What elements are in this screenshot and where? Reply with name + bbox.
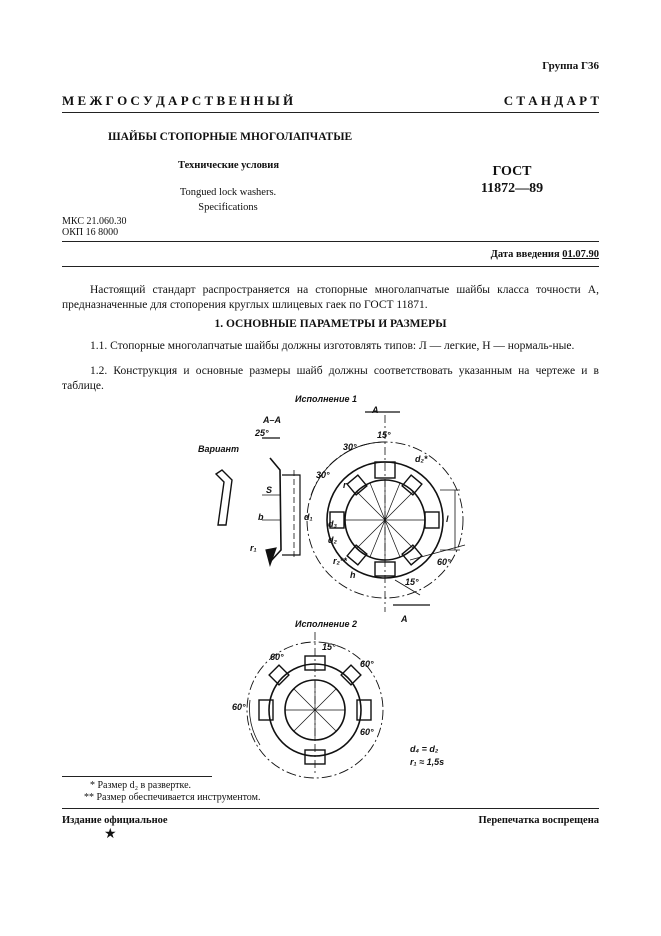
- footnote-rule: [62, 776, 212, 777]
- variant-profile: [216, 470, 232, 525]
- label-s: S: [266, 485, 273, 495]
- angle-60-v2d: 60°: [360, 727, 374, 737]
- angle-60-v2c: 60°: [232, 702, 246, 712]
- star-icon: ★: [104, 827, 117, 842]
- angle-15-label: 15°: [377, 430, 391, 440]
- document-title: ШАЙБЫ СТОПОРНЫЕ МНОГОЛАПЧАТЫЕ: [108, 131, 353, 143]
- label-l: l: [446, 514, 449, 524]
- footnote-1-mark: *: [90, 780, 95, 791]
- footnote-1-text: Размер d₂ в развертке.: [97, 780, 192, 791]
- section-aa-profile: [270, 458, 281, 562]
- label-h: h: [350, 570, 356, 580]
- angle-15b-label: 15°: [405, 577, 419, 587]
- reprint-prohibited: Перепечатка воспрещена: [478, 815, 599, 826]
- label-d2: d₂: [328, 535, 337, 545]
- document-subtitle: Технические условия: [178, 160, 280, 171]
- label-r2: r₂**: [333, 556, 347, 566]
- angle-60-v2b: 60°: [360, 659, 374, 669]
- section-title: 1. ОСНОВНЫЕ ПАРАМЕТРЫ И РАЗМЕРЫ: [214, 318, 447, 330]
- section-aa-label: А–А: [263, 415, 282, 425]
- variant-label: Вариант: [198, 444, 239, 454]
- label-r1: r₁: [250, 543, 257, 553]
- label-d2star: d₂*: [415, 454, 428, 464]
- paragraph-1-2: 1.2. Конструкция и основные размеры шайб должны соответствовать указанным на чертеже и в таблице.: [62, 365, 599, 392]
- angle-30b-label: 30°: [316, 470, 330, 480]
- footnote-2-text: Размер обеспечивается инструментом.: [96, 792, 261, 803]
- v2-note-d4: d₄ = d₂: [410, 744, 439, 754]
- intro-paragraph: Настоящий стандарт распространяется на стопорные многолапчатые шайбы класса точности А, предназначенные для стопорения круглых шлицевых гаек по ГОСТ 11871.: [62, 284, 599, 311]
- angle-25-label: 25°: [255, 428, 269, 438]
- angle-60-label: 60°: [437, 557, 451, 567]
- version1-label: Исполнение 1: [295, 394, 357, 404]
- footnote-2-mark: **: [84, 792, 94, 803]
- angle-15-v2: 15°: [322, 642, 336, 652]
- english-title-line2: Specifications: [198, 202, 258, 213]
- paragraph-1-1: 1.1. Стопорные многолапчатые шайбы должны изготовлять типов: Л — легкие, Н — нормаль-ные.: [90, 340, 575, 352]
- footnote-1: [90, 780, 191, 791]
- english-title-line1: Tongued lock washers.: [179, 187, 277, 198]
- effective-date-value: 01.07.90: [562, 249, 599, 260]
- arrow-a-bottom: А: [401, 614, 408, 624]
- v2-note-r1: r₁ ≈ 1,5s: [410, 757, 445, 767]
- gost-number: 11872—89: [480, 181, 544, 196]
- label-b: b: [258, 512, 264, 522]
- group-code: Группа Г36: [542, 60, 599, 72]
- label-r: r: [343, 480, 347, 490]
- footer-rule: [62, 808, 599, 809]
- angle-30-label: 30°: [343, 442, 357, 452]
- version2-label: Исполнение 2: [295, 619, 357, 629]
- okp-code: ОКП 16 8000: [62, 227, 119, 238]
- label-d3: d₃: [328, 519, 337, 529]
- footnote-2: [84, 792, 260, 803]
- banner-standard: С Т А Н Д А Р Т: [503, 93, 599, 108]
- mks-code: МКС 21.060.30: [62, 216, 127, 227]
- banner-interstate: М Е Ж Г О С У Д А Р С Т В Е Н Н Ы Й: [62, 93, 294, 108]
- gost-label: ГОСТ: [492, 164, 532, 179]
- official-edition: Издание официальное: [62, 815, 168, 826]
- arrow-a-top: А: [372, 405, 379, 415]
- label-d1: d₁: [304, 512, 313, 522]
- angle-60-v2a: 60°: [270, 652, 284, 662]
- effective-date-label: Дата введения: [490, 249, 560, 260]
